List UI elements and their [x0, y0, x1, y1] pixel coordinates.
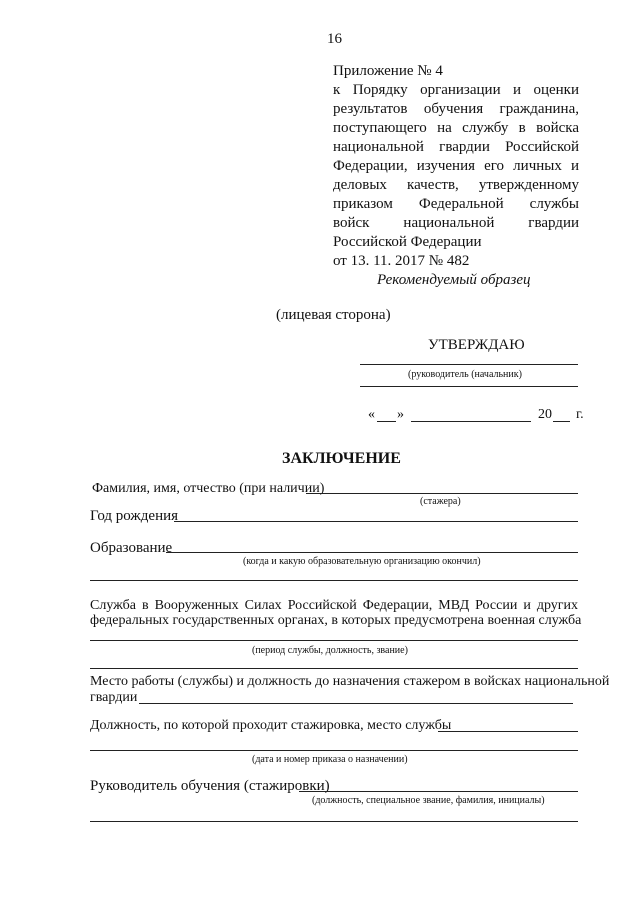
signature-line [360, 386, 578, 387]
year-prefix: 20 [538, 407, 552, 422]
page-number: 16 [327, 31, 342, 47]
birth-year-label: Год рождения [90, 508, 179, 524]
appendix-line: Российской Федерации [333, 234, 482, 250]
appendix-line: поступающего на службу в войска [333, 120, 579, 136]
approve-title: УТВЕРЖДАЮ [428, 337, 525, 353]
fio-line [306, 493, 578, 494]
appendix-line: Федерации, изучения его личных и [333, 158, 579, 174]
appendix-title: Приложение № 4 [333, 63, 443, 79]
supervisor-line-2 [90, 821, 578, 822]
month-line [411, 421, 531, 422]
position-line [438, 731, 578, 732]
appendix-line: деловых качеств, утвержденному [333, 177, 579, 193]
year-line [553, 421, 570, 422]
appendix-line: национальной гвардии Российской [333, 139, 579, 155]
work-text: Место работы (службы) и должность до назначения стажером в войсках национальной [90, 674, 610, 689]
work-line [139, 703, 573, 704]
day-line [377, 421, 396, 422]
service-text: федеральных государственных органах, в которых предусмотрена военная служба [90, 613, 582, 628]
fio-label: Фамилия, имя, отчество (при наличии) [92, 481, 325, 496]
appendix-line: результатов обучения гражданина, [333, 101, 579, 117]
service-line [90, 640, 578, 641]
education-line-2 [90, 580, 578, 581]
appendix-line: войск национальной гвардии [333, 215, 579, 231]
service-line-2 [90, 668, 578, 669]
appendix-date: от 13. 11. 2017 № 482 [333, 253, 470, 269]
date-quote-close: » [397, 407, 404, 422]
work-text: гвардии [90, 690, 138, 705]
education-label: Образование [90, 540, 173, 556]
position-label: Должность, по которой проходит стажировка, место службы [90, 718, 452, 733]
education-caption: (когда и какую образовательную организацию окончил) [243, 556, 481, 567]
position-caption: (дата и номер приказа о назначении) [252, 754, 408, 765]
supervisor-line [299, 791, 578, 792]
supervisor-label: Руководитель обучения (стажировки) [90, 778, 330, 794]
recommended-sample-label: Рекомендуемый образец [377, 272, 531, 288]
year-suffix: г. [576, 407, 584, 422]
face-side-label: (лицевая сторона) [276, 307, 391, 323]
approve-caption: (руководитель (начальник) [408, 369, 522, 380]
supervisor-caption: (должность, специальное звание, фамилия, инициалы) [312, 795, 545, 806]
birth-year-line [174, 521, 578, 522]
position-line-2 [90, 750, 578, 751]
fio-caption: (стажера) [420, 496, 461, 507]
service-caption: (период службы, должность, звание) [252, 645, 408, 656]
appendix-line: к Порядку организации и оценки [333, 82, 579, 98]
appendix-line: приказом Федеральной службы [333, 196, 579, 212]
service-text: Служба в Вооруженных Силах Российской Федерации, МВД России и других [90, 598, 578, 613]
date-quote-open: « [368, 407, 375, 422]
document-title: ЗАКЛЮЧЕНИЕ [282, 450, 401, 467]
signature-line [360, 364, 578, 365]
education-line [166, 552, 578, 553]
